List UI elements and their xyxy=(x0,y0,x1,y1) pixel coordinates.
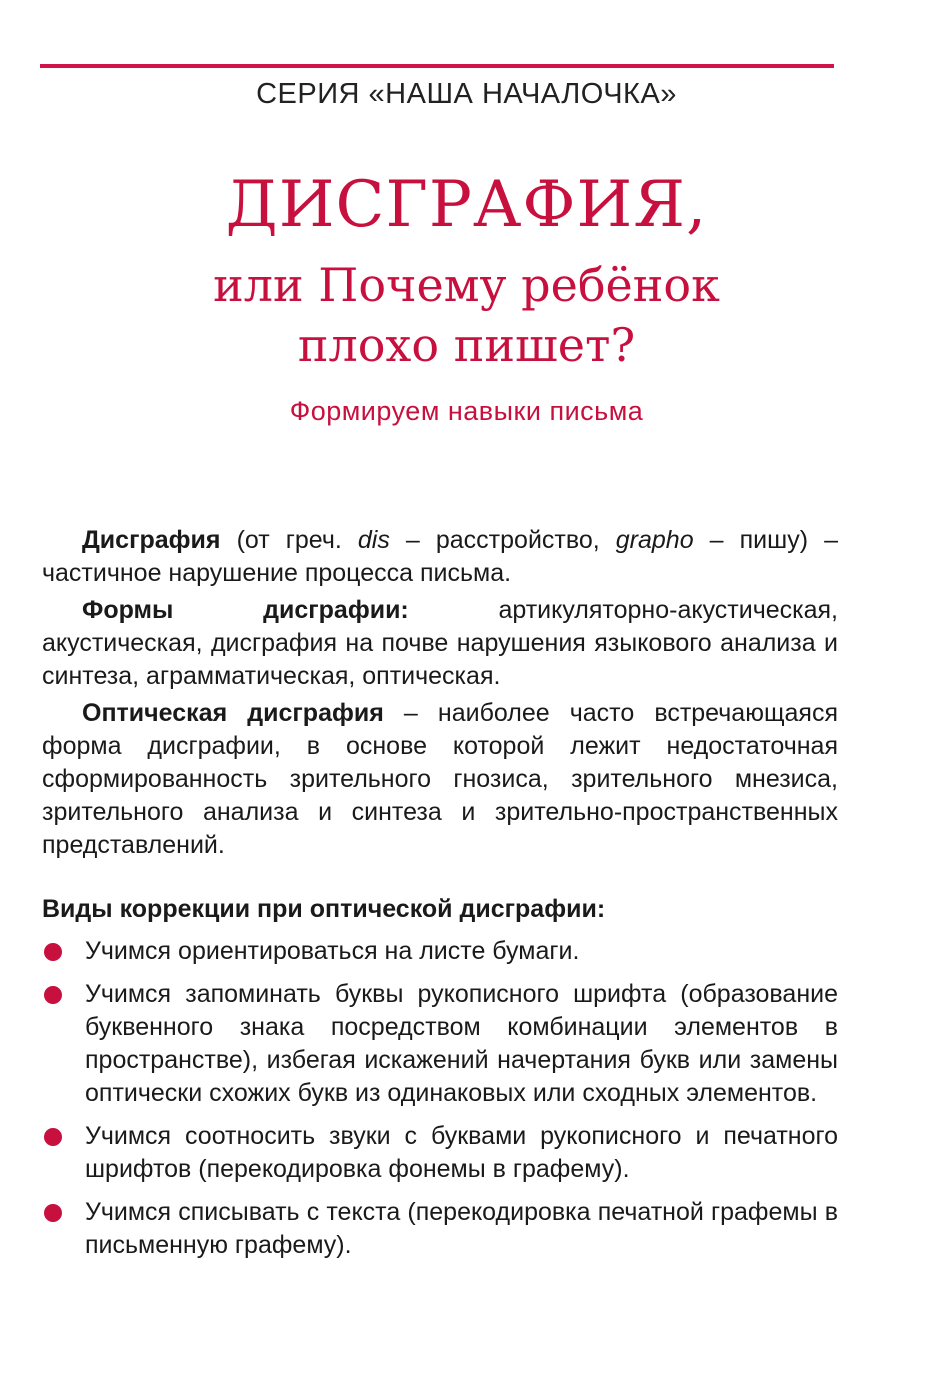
term-forms: Формы дисграфии: xyxy=(82,596,409,624)
term-dysgraphia: Дисграфия xyxy=(82,526,221,554)
term-optical: Оптическая дисграфия xyxy=(82,699,384,727)
paragraph-optical: Оптическая дисграфия – наиболее часто встречающаяся форма дисграфии, в основе которой лежит недостаточная сформированность зрительного гнозиса, зрительного мнезиса, зрительного анализа и синтеза и зрительно-пространственных представлений. xyxy=(42,699,838,859)
list-item: Учимся запоминать буквы рукописного шрифта (образование буквенного знака посредством комбинации элементов в пространстве), избегая искажений начертания букв или замены оптически схожих букв из одинаковых или сходных элементов. xyxy=(42,978,838,1110)
greek-word: grapho xyxy=(615,526,694,554)
title-line-2: или Почему ребёнок xyxy=(213,258,720,312)
paragraph-forms: Формы дисграфии: артикуляторно-акустическая, акустическая, дисграфия на почве нарушения языкового анализа и синтеза, аграмматическая, оптическая. xyxy=(42,596,838,690)
book-title-subline xyxy=(0,255,933,375)
paragraph-definition: Дисграфия (от греч. dis – расстройство, grapho – пишу) – частичное нарушение процесса письма. xyxy=(42,526,838,587)
top-divider xyxy=(40,64,834,68)
bullet-dot-icon xyxy=(44,943,62,961)
book-subtitle: Формируем навыки письма xyxy=(289,396,644,426)
list-item: Учимся списывать с текста (перекодировка печатной графемы в письменную графему). xyxy=(42,1196,838,1262)
title-line-3: плохо пишет? xyxy=(297,318,636,372)
list-item: Учимся ориентироваться на листе бумаги. xyxy=(42,935,838,968)
series-label: СЕРИЯ «НАША НАЧАЛОЧКА» xyxy=(256,78,677,110)
list-item: Учимся соотносить звуки с буквами рукописного и печатного шрифтов (перекодировка фонемы в графему). xyxy=(42,1120,838,1186)
bullet-dot-icon xyxy=(44,1128,62,1146)
bullet-dot-icon xyxy=(44,986,62,1004)
correction-list xyxy=(42,935,838,1272)
section-heading: Виды коррекции при оптической дисграфии: xyxy=(42,895,606,923)
greek-word: dis xyxy=(357,526,390,554)
book-title: ДИСГРАФИЯ, xyxy=(225,168,708,242)
bullet-dot-icon xyxy=(44,1204,62,1222)
body-text xyxy=(42,524,838,866)
